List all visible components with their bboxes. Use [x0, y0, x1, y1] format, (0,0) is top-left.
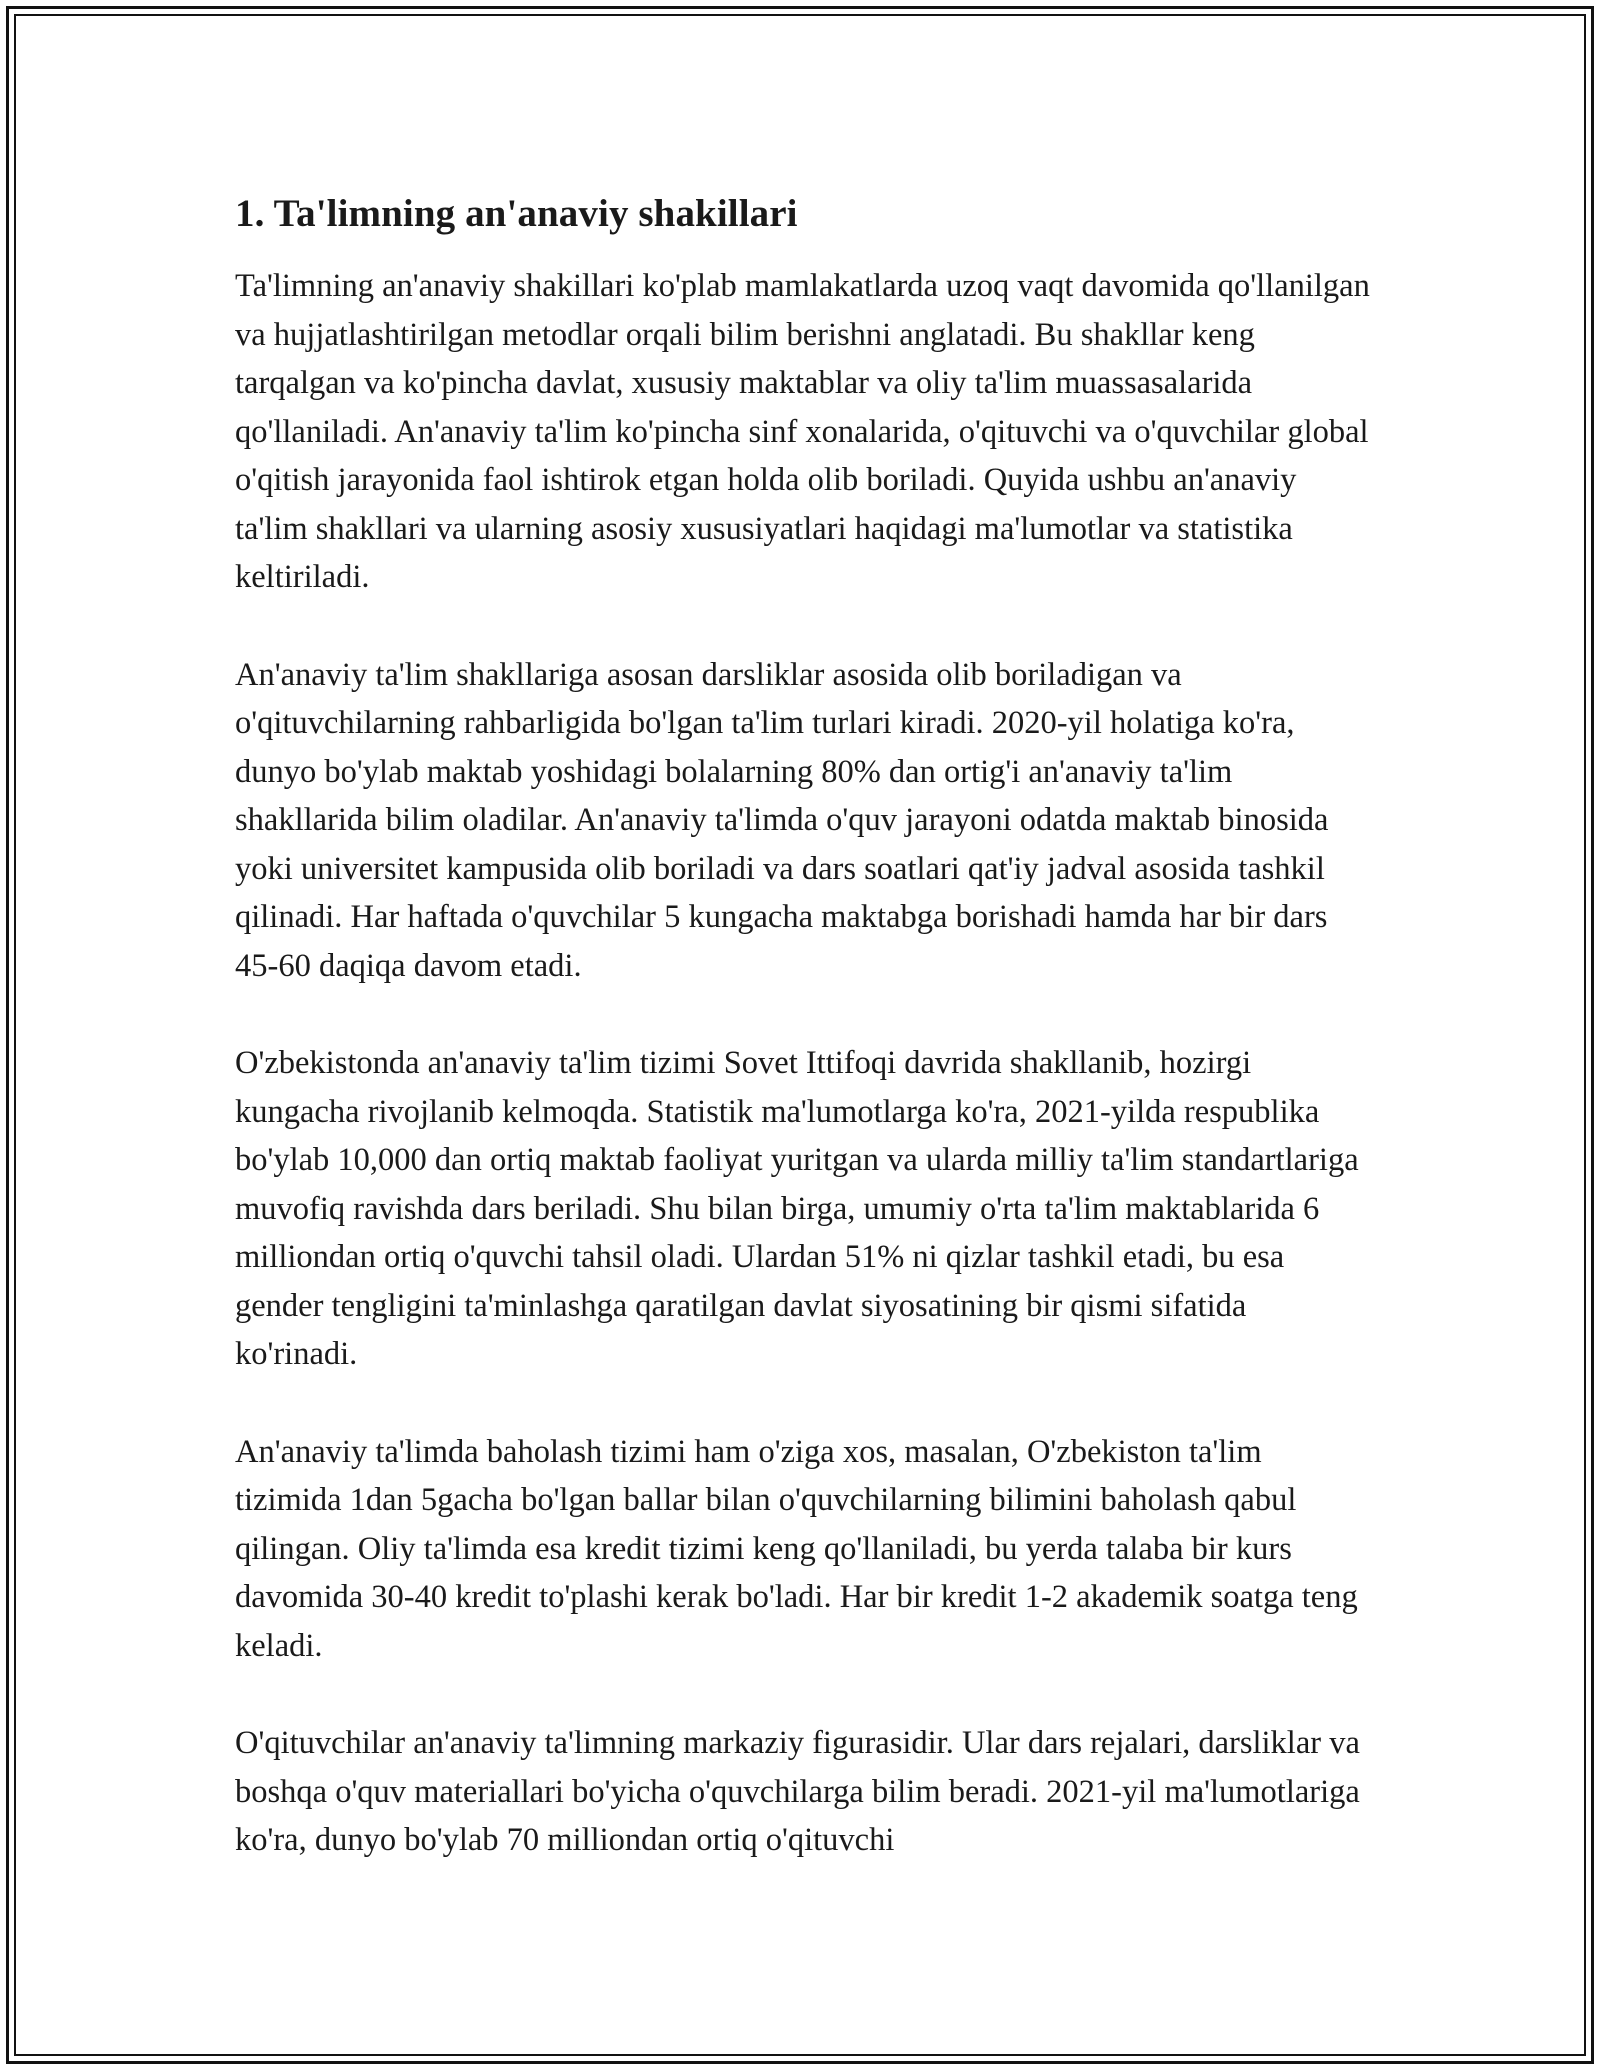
paragraph-5: O'qituvchilar an'anaviy ta'limning markaziy figurasidir. Ular dars rejalari, darsliklar va boshqa o'quv materiallari bo'yicha o'quvchilarga bilim beradi. 2021-yil ma'lumotlariga ko'ra, dunyo bo'ylab 70 milliondan ortiq o'qituvchi: [235, 1725, 1360, 1858]
document-body: [235, 188, 1375, 1914]
paragraph-4: An'anaviy ta'limda baholash tizimi ham o'ziga xos, masalan, O'zbekiston ta'lim tizimida 1dan 5gacha bo'lgan ballar bilan o'quvchilarning bilimini baholash qabul qilingan. Oliy ta'limda esa kredit tizimi keng qo'llaniladi, bu yerda talaba bir kurs davomida 30-40 kredit to'plashi kerak bo'ladi. Har bir kredit 1-2 akademik soatga teng keladi.: [235, 1433, 1358, 1664]
paragraph-2: An'anaviy ta'lim shakllariga asosan darsliklar asosida olib boriladigan va o'qituvchilarning rahbarligida bo'lgan ta'lim turlari kiradi. 2020-yil holatiga ko'ra, dunyo bo'ylab maktab yoshidagi bolalarning 80% dan ortig'i an'anaviy ta'lim shakllarida bilim oladilar. An'anaviy ta'limda o'quv jarayoni odatda maktab binosida yoki universitet kampusida olib boriladi va dars soatlari qat'iy jadval asosida tashkil qilinadi. Har haftada o'quvchilar 5 kungacha maktabga borishadi hamda har bir dars 45-60 daqiqa davom etadi.: [235, 656, 1329, 984]
section-heading: 1. Ta'limning an'anaviy shakillari: [235, 192, 798, 235]
paragraph-1: Ta'limning an'anaviy shakillari ko'plab mamlakatlarda uzoq vaqt davomida qo'llanilgan va hujjatlashtirilgan metodlar orqali bilim berishni anglatadi. Bu shakllar keng tarqalgan va ko'pincha davlat, xususiy maktablar va oliy ta'lim muassasalarida qo'llaniladi. An'anaviy ta'lim ko'pincha sinf xonalarida, o'qituvchi va o'quvchilar global o'qitish jarayonida faol ishtirok etgan holda olib boriladi. Quyida ushbu an'anaviy ta'lim shakllari va ularning asosiy xususiyatlari haqidagi ma'lumotlar va statistika keltiriladi.: [235, 268, 1370, 595]
paragraph-3: O'zbekistonda an'anaviy ta'lim tizimi Sovet Ittifoqi davrida shakllanib, hozirgi kungacha rivojlanib kelmoqda. Statistik ma'lumotlarga ko'ra, 2021-yilda respublika bo'ylab 10,000 dan ortiq maktab faoliyat yuritgan va ularda milliy ta'lim standartlariga muvofiq ravishda dars beriladi. Shu bilan birga, umumiy o'rta ta'lim maktablarida 6 milliondan ortiq o'quvchi tahsil oladi. Ulardan 51% ni qizlar tashkil etadi, bu esa gender tengligini ta'minlashga qaratilgan davlat siyosatining bir qismi sifatida ko'rinadi.: [235, 1045, 1359, 1372]
